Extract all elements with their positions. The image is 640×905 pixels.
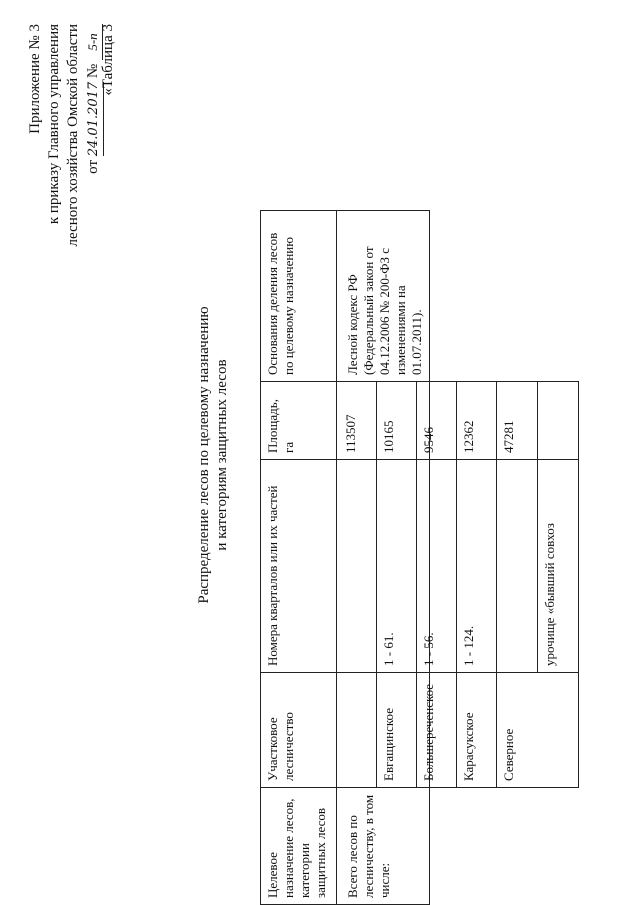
area-cell: 47281: [497, 382, 579, 460]
handwritten-number: 5-п: [83, 24, 103, 60]
quarters-cell: [497, 460, 579, 673]
total-basis: Лесной кодекс РФ (Федеральный закон от 04.12.2006 № 200-ФЗ с изменениями на 01.07.2011).: [337, 211, 430, 382]
title-line-2: и категориям защитных лесов: [214, 359, 230, 551]
quarters-cell: 1 - 124.: [457, 460, 497, 673]
quarters-cell: 1 - 56.: [417, 460, 457, 673]
appendix-block: [26, 24, 104, 246]
table-row: [417, 382, 457, 788]
appendix-order: к приказу Главного управления: [46, 24, 62, 225]
forest-subrows: [376, 381, 579, 788]
district-cell: Северное: [497, 673, 579, 788]
area-cell: 12362: [457, 382, 497, 460]
from-prefix: от: [85, 160, 101, 174]
district-cell: Евгащинское: [377, 673, 417, 788]
district-cell: Карасукское: [457, 673, 497, 788]
table-row: [377, 382, 417, 788]
table-label: «Таблица 3: [100, 24, 116, 96]
title-line-1: Распределение лесов по целевому назначению: [196, 306, 212, 604]
appendix-department: лесного хозяйства Омской области: [65, 24, 81, 247]
handwritten-date: 24.01.2017: [84, 82, 104, 156]
header-quarters: Номера кварталов или их частей: [261, 460, 337, 673]
table-row: [457, 382, 497, 788]
district-cell: Большереченское: [417, 673, 457, 788]
tract-cell: урочище «бывший совхоз: [537, 460, 577, 672]
appendix-title: Приложение № 3: [27, 24, 43, 134]
document-title: [195, 305, 231, 605]
quarters-cell: 1 - 61.: [377, 460, 417, 673]
table-header-row: [261, 211, 337, 905]
total-area: 113507: [343, 414, 358, 453]
area-cell: 10165: [377, 382, 417, 460]
header-area: Площадь, га: [261, 382, 337, 460]
header-purpose: Целевое назначение лесов, категории защитных лесов: [261, 788, 337, 905]
total-purpose: Всего лесов по лесничеству, в том числе:: [337, 788, 430, 905]
header-district: Участковое лесничество: [261, 673, 337, 788]
header-basis: Основания деления лесов по целевому назначению: [261, 211, 337, 382]
table-row: [497, 382, 579, 788]
area-cell: 9546: [417, 382, 457, 460]
number-prefix: №: [85, 63, 101, 79]
